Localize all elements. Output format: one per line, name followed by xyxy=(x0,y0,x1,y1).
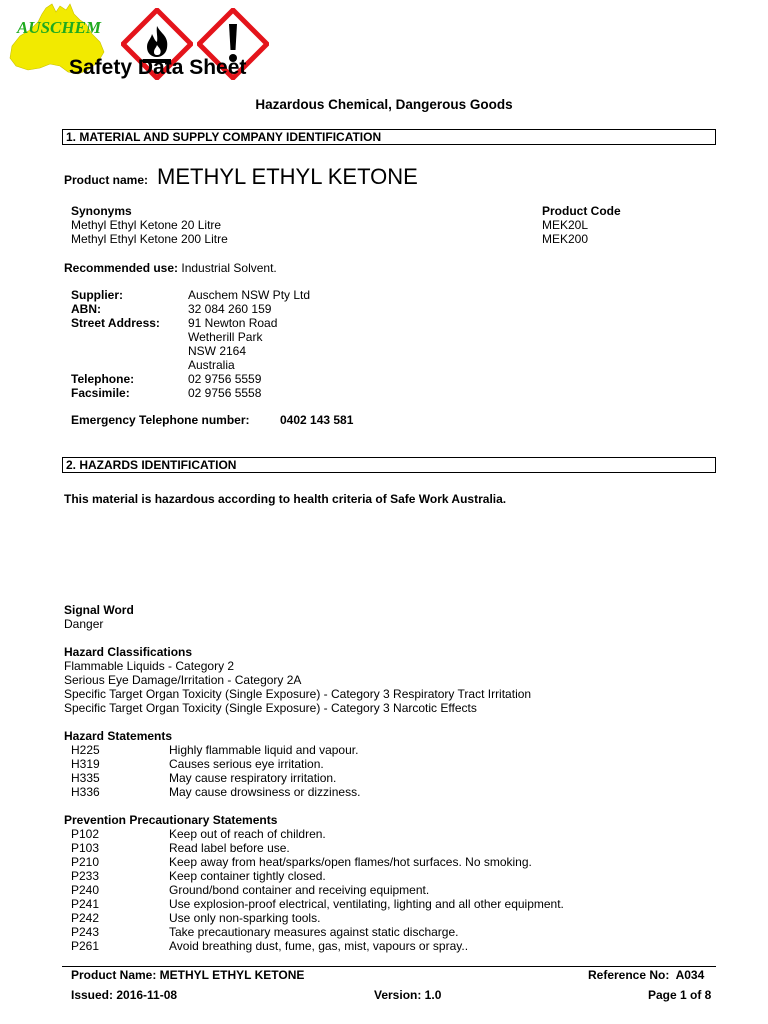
synonyms-heading: Synonyms xyxy=(71,204,132,218)
address-line: NSW 2164 xyxy=(188,344,247,358)
section-2-heading: 2. HAZARDS IDENTIFICATION xyxy=(62,457,716,473)
document-subtitle: Hazardous Chemical, Dangerous Goods xyxy=(255,97,513,112)
footer-issued: Issued: 2016-11-08 xyxy=(71,988,178,1002)
recommended-use-value: Industrial Solvent. xyxy=(178,261,277,275)
statement-code: P261 xyxy=(71,939,100,953)
statement-code: H336 xyxy=(71,785,100,799)
statement-text: Take precautionary measures against static discharge. xyxy=(169,925,459,939)
hazard-note: This material is hazardous according to health criteria of Safe Work Australia. xyxy=(64,492,507,506)
signal-word-heading: Signal Word xyxy=(64,603,134,617)
street-address-label: Street Address: xyxy=(71,316,160,330)
statement-text: Keep away from heat/sparks/open flames/hot surfaces. No smoking. xyxy=(169,855,532,869)
supplier-value: Auschem NSW Pty Ltd xyxy=(188,288,311,302)
prevention-heading: Prevention Precautionary Statements xyxy=(64,813,278,827)
product-name-label: Product name: xyxy=(64,173,149,187)
logo-text: AUSCHEM xyxy=(16,18,102,37)
statement-text: Highly flammable liquid and vapour. xyxy=(169,743,359,757)
statement-code: H319 xyxy=(71,757,100,771)
statement-text: Keep container tightly closed. xyxy=(169,869,326,883)
statement-code: H335 xyxy=(71,771,100,785)
statement-code: P102 xyxy=(71,827,100,841)
footer-page: Page 1 of 8 xyxy=(648,988,712,1002)
facsimile-label: Facsimile: xyxy=(71,386,130,400)
synonym-item: Methyl Ethyl Ketone 20 Litre xyxy=(71,218,222,232)
statement-text: Use explosion-proof electrical, ventilating, lighting and all other equipment. xyxy=(169,897,564,911)
statement-code: P242 xyxy=(71,911,100,925)
footer-divider xyxy=(62,966,716,967)
statement-text: Keep out of reach of children. xyxy=(169,827,326,841)
abn-label: ABN: xyxy=(71,302,101,316)
statement-text: Use only non-sparking tools. xyxy=(169,911,321,925)
statement-code: P233 xyxy=(71,869,100,883)
classification-item: Specific Target Organ Toxicity (Single Exposure) - Category 3 Respiratory Tract Irritation xyxy=(64,687,532,701)
synonym-item: Methyl Ethyl Ketone 200 Litre xyxy=(71,232,228,246)
statement-text: Read label before use. xyxy=(169,841,290,855)
telephone-label: Telephone: xyxy=(71,372,135,386)
statement-code: P241 xyxy=(71,897,100,911)
statement-code: P210 xyxy=(71,855,100,869)
supplier-label: Supplier: xyxy=(71,288,124,302)
classification-item: Specific Target Organ Toxicity (Single Exposure) - Category 3 Narcotic Effects xyxy=(64,701,477,715)
statement-text: Causes serious eye irritation. xyxy=(169,757,324,771)
statement-text: May cause respiratory irritation. xyxy=(169,771,337,785)
hazard-classifications-heading: Hazard Classifications xyxy=(64,645,193,659)
statement-text: May cause drowsiness or dizziness. xyxy=(169,785,361,799)
facsimile-value: 02 9756 5558 xyxy=(188,386,262,400)
signal-word-value: Danger xyxy=(64,617,104,631)
emergency-phone-value: 0402 143 581 xyxy=(280,413,354,427)
product-code-heading: Product Code xyxy=(542,204,621,218)
footer-product-name: Product Name: METHYL ETHYL KETONE xyxy=(71,968,305,982)
emergency-phone-label: Emergency Telephone number: xyxy=(71,413,250,427)
footer-reference: Reference No: A034 xyxy=(588,968,705,982)
address-line: 91 Newton Road xyxy=(188,316,278,330)
statement-code: P240 xyxy=(71,883,100,897)
address-line: Australia xyxy=(188,358,235,372)
statement-code: P103 xyxy=(71,841,100,855)
telephone-value: 02 9756 5559 xyxy=(188,372,262,386)
recommended-use xyxy=(64,261,277,275)
statement-code: H225 xyxy=(71,743,100,757)
statement-text: Avoid breathing dust, fume, gas, mist, vapours or spray.. xyxy=(169,939,469,953)
statement-code: P243 xyxy=(71,925,100,939)
product-name-value: METHYL ETHYL KETONE xyxy=(157,164,418,189)
hazard-statements-heading: Hazard Statements xyxy=(64,729,173,743)
classification-item: Serious Eye Damage/Irritation - Category 2A xyxy=(64,673,302,687)
address-line: Wetherill Park xyxy=(188,330,263,344)
product-code-item: MEK20L xyxy=(542,218,589,232)
product-code-item: MEK200 xyxy=(542,232,589,246)
footer-version: Version: 1.0 xyxy=(374,988,442,1002)
section-1-heading: 1. MATERIAL AND SUPPLY COMPANY IDENTIFICATION xyxy=(62,129,716,145)
abn-value: 32 084 260 159 xyxy=(188,302,272,316)
recommended-use-label: Recommended use: xyxy=(64,261,179,275)
classification-item: Flammable Liquids - Category 2 xyxy=(64,659,235,673)
page-title: Safety Data Sheet xyxy=(69,56,247,79)
statement-text: Ground/bond container and receiving equipment. xyxy=(169,883,430,897)
